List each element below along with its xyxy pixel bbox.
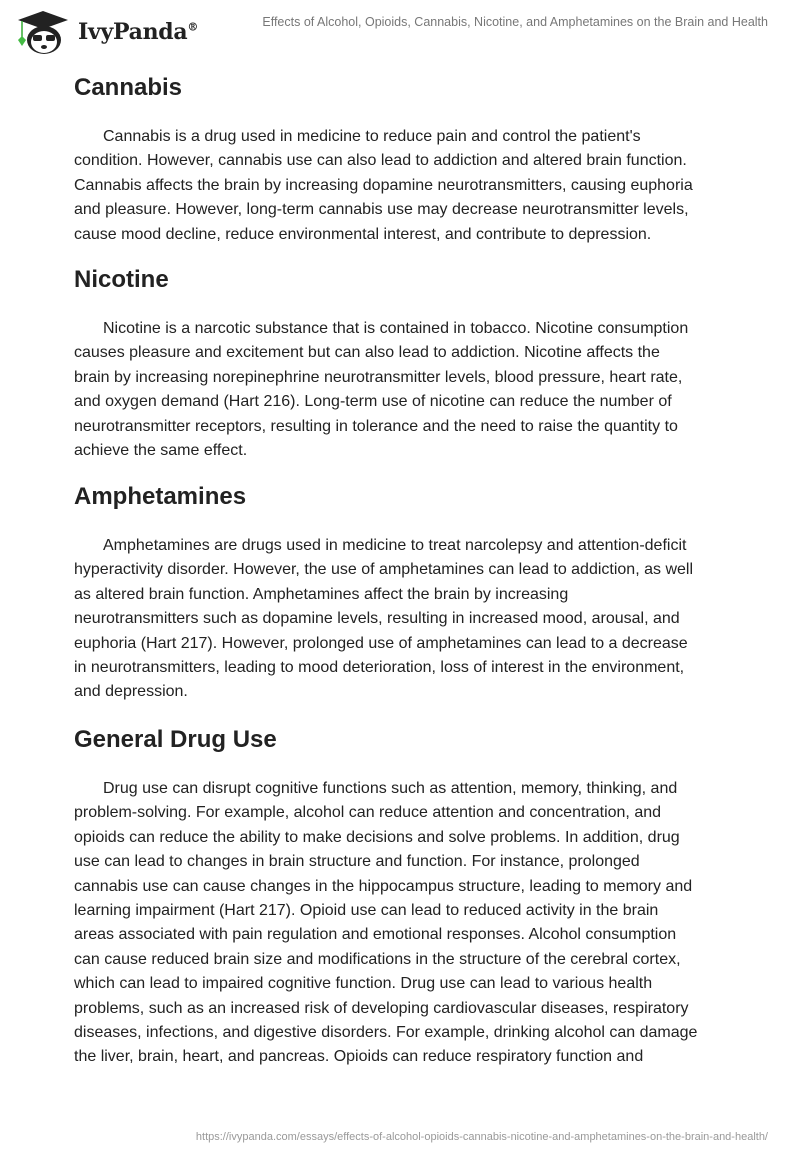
text-line: can cause reduced brain size and modifications in the structure of the cerebral cortex, [74, 950, 681, 968]
text-line: causes pleasure and excitement but can also lead to addiction. Nicotine affects the [74, 344, 660, 362]
text-line: hyperactivity disorder. However, the use of amphetamines can lead to addiction, as well [74, 561, 693, 579]
text-line: problem-solving. For example, alcohol can reduce attention and concentration, and [74, 804, 662, 822]
text-line: in neurotransmitters, leading to mood deterioration, loss of interest in the environment, [74, 659, 685, 677]
source-url[interactable]: https://ivypanda.com/essays/effects-of-alcohol-opioids-cannabis-nicotine-and-amphetamines-on-the-brain-and-health/ [195, 1131, 768, 1143]
text-line: Cannabis affects the brain by increasing dopamine neurotransmitters, causing euphoria [74, 176, 693, 194]
text-line: Drug use can disrupt cognitive functions such as attention, memory, thinking, and [103, 780, 678, 797]
text-line: and pleasure. However, long-term cannabis use may decrease neurotransmitter levels, [74, 201, 689, 219]
text-line: which can lead to impaired cognitive function. Drug use can lead to various health [74, 975, 653, 993]
text-line: use can lead to changes in brain structure and function. For instance, prolonged [74, 853, 640, 871]
paragraph-amphetamines [74, 534, 754, 705]
ivypanda-logo[interactable] [14, 8, 198, 56]
text-line: learning impairment (Hart 217). Opioid use can lead to reduced activity in the brain [74, 902, 659, 920]
section-heading-nicotine: Nicotine [74, 266, 169, 293]
text-line: cannabis use can cause changes in the hippocampus structure, leading to memory and [74, 877, 693, 895]
text-line: as altered brain function. Amphetamines affect the brain by increasing [74, 585, 569, 603]
text-line: Cannabis is a drug used in medicine to reduce pain and control the patient's [103, 128, 641, 145]
text-line: the liver, brain, heart, and pancreas. Opioids can reduce respiratory function and [74, 1048, 644, 1066]
paragraph-cannabis [74, 125, 754, 247]
section-heading-amphetamines: Amphetamines [74, 483, 247, 510]
text-line: achieve the same effect. [74, 442, 248, 460]
section-heading-general-drug-use: General Drug Use [74, 726, 277, 753]
text-line: diseases, infections, and digestive disorders. For example, drinking alcohol can damage [74, 1024, 698, 1042]
text-line: and oxygen demand (Hart 216). Long-term use of nicotine can reduce the number of [74, 393, 672, 411]
text-line: brain by increasing norepinephrine neurotransmitter levels, blood pressure, heart rate, [74, 368, 683, 386]
text-line: and depression. [74, 683, 188, 701]
section-heading-cannabis: Cannabis [74, 74, 183, 101]
panda-graduate-icon [14, 8, 72, 56]
text-line: euphoria (Hart 217). However, prolonged use of amphetamines can lead to a decrease [74, 634, 688, 652]
brand-name: IvyPanda® [78, 19, 199, 45]
text-line: opioids can reduce the ability to make decisions and solve problems. In addition, drug [74, 828, 680, 846]
text-line: condition. However, cannabis use can also lead to addiction and altered brain function. [74, 152, 687, 170]
text-line: problems, such as an increased risk of developing cardiovascular diseases, respiratory [74, 999, 689, 1017]
paragraph-general-drug-use [74, 777, 754, 1070]
text-line: cause mood decline, reduce environmental interest, and contribute to depression. [74, 225, 652, 243]
document-title: Effects of Alcohol, Opioids, Cannabis, Nicotine, and Amphetamines on the Brain and Health [262, 15, 768, 29]
text-line: neurotransmitters such as dopamine levels, resulting in increased mood, arousal, and [74, 610, 680, 628]
paragraph-nicotine [74, 317, 754, 463]
text-line: Amphetamines are drugs used in medicine to treat narcolepsy and attention-deficit [103, 537, 687, 554]
text-line: neurotransmitter receptors, resulting in tolerance and the need to raise the quantity to [74, 417, 678, 435]
text-line: Nicotine is a narcotic substance that is contained in tobacco. Nicotine consumption [103, 320, 689, 337]
text-line: areas associated with pain regulation and emotional responses. Alcohol consumption [74, 926, 677, 944]
